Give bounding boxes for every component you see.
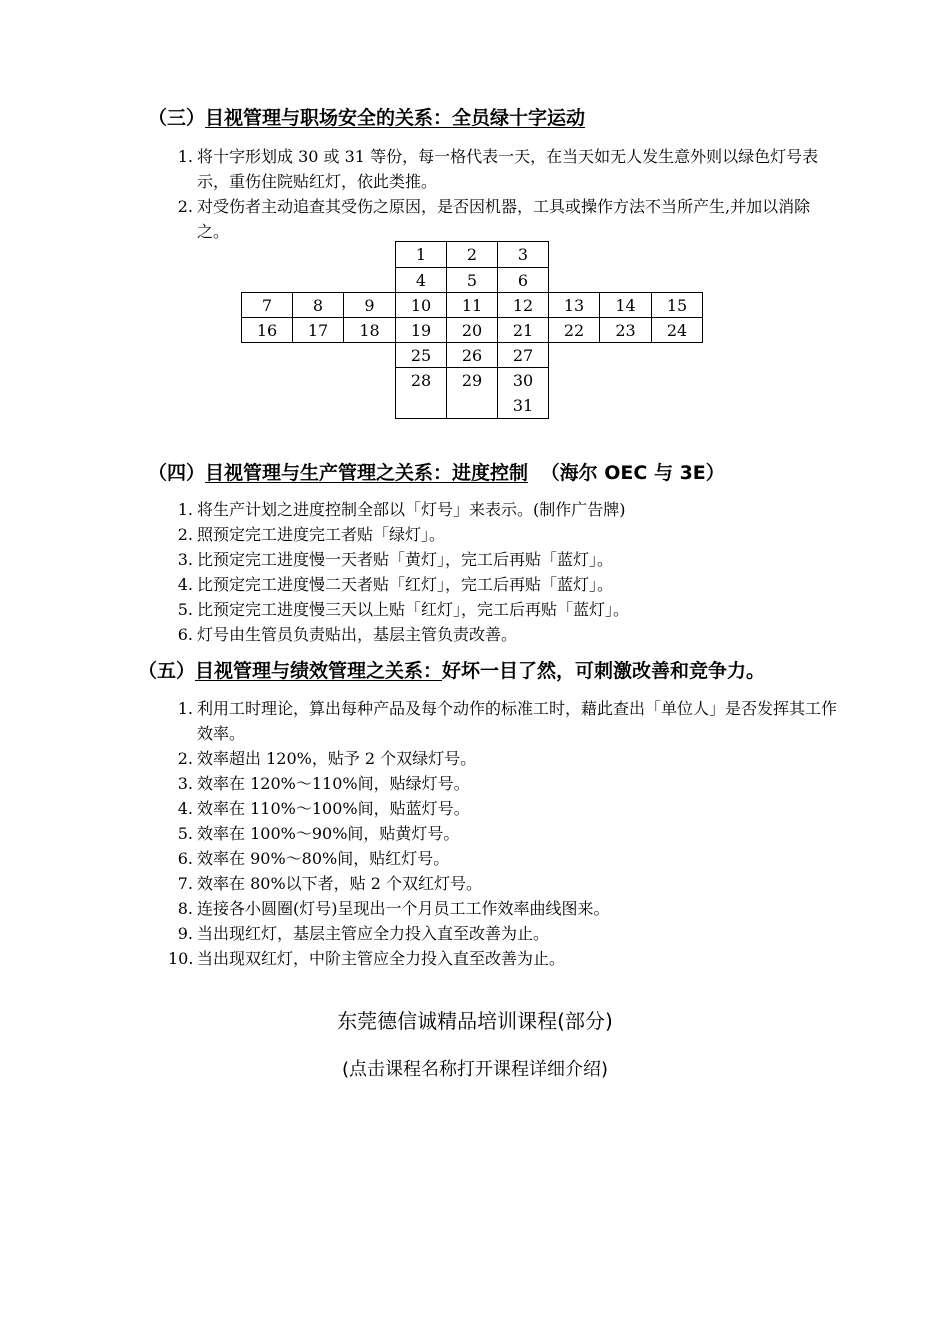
grid-cell: 30 31 xyxy=(497,367,549,419)
list-item: 2. 对受伤者主动追查其受伤之原因，是否因机器，工具或操作方法不当所产生,并加以消除之。 xyxy=(177,197,811,241)
grid-cell-extra: 31 xyxy=(512,396,534,415)
list-item: 1. 将十字形划成 30 或 31 等份，每一格代表一天，在当天如无人发生意外则以绿色灯号表示，重伤住院贴红灯，依此类推。 xyxy=(177,147,819,191)
grid-cell: 3 xyxy=(497,241,549,268)
list-item: 5. 效率在 100%～90%间，贴黄灯号。 xyxy=(177,824,460,843)
section3-list xyxy=(173,144,833,244)
section4-title: 目视管理与生产管理之关系：进度控制 xyxy=(205,462,529,484)
section5-prefix: （五） xyxy=(138,660,196,682)
grid-cell: 17 xyxy=(292,317,344,343)
grid-cell: 7 xyxy=(241,292,293,318)
section4-prefix: （四） xyxy=(148,462,206,484)
list-item: 7. 效率在 80%以下者，贴 2 个双红灯号。 xyxy=(177,874,483,893)
grid-cell: 21 xyxy=(497,317,549,343)
section4-heading xyxy=(148,460,725,486)
list-item: 1. 利用工时理论，算出每种产品及每个动作的标准工时，藉此查出「单位人」是否发挥其工作效率。 xyxy=(177,699,838,743)
grid-cell: 29 xyxy=(446,367,498,419)
grid-cell: 19 xyxy=(395,317,447,343)
section3-prefix: （三） xyxy=(148,107,206,129)
grid-cell: 18 xyxy=(343,317,396,343)
section3-heading xyxy=(148,105,585,131)
grid-cell: 27 xyxy=(497,342,549,368)
list-item: 4. 效率在 110%～100%间，贴蓝灯号。 xyxy=(177,799,470,818)
list-item: 8. 连接各小圆圈(灯号)呈现出一个月员工工作效率曲线图来。 xyxy=(177,899,610,918)
grid-cell: 15 xyxy=(651,292,703,318)
grid-cell: 13 xyxy=(548,292,600,318)
grid-cell: 22 xyxy=(548,317,600,343)
grid-cell: 23 xyxy=(599,317,652,343)
list-item: 1. 将生产计划之进度控制全部以「灯号」来表示。(制作广告牌) xyxy=(177,500,626,519)
list-item: 2. 效率超出 120%，贴予 2 个双绿灯号。 xyxy=(177,749,477,768)
grid-cell: 26 xyxy=(446,342,498,368)
section5-list xyxy=(168,696,848,971)
list-item: 4. 比预定完工进度慢二天者贴「红灯」，完工后再贴「蓝灯」。 xyxy=(177,575,614,594)
grid-cell: 14 xyxy=(599,292,652,318)
list-item: 6. 灯号由生管员负责贴出，基层主管负责改善。 xyxy=(177,625,518,644)
footer-subtitle[interactable]: (点击课程名称打开课程详细介绍) xyxy=(341,1059,609,1080)
grid-cell: 16 xyxy=(241,317,293,343)
grid-cell: 4 xyxy=(395,267,447,293)
green-cross-grid xyxy=(241,241,703,419)
section4-list xyxy=(173,497,833,647)
grid-cell: 1 xyxy=(395,241,447,268)
footer-title: 东莞德信诚精品培训课程(部分) xyxy=(337,1009,613,1033)
section5-heading xyxy=(138,658,765,684)
grid-cell: 10 xyxy=(395,292,447,318)
grid-cell: 28 xyxy=(395,367,447,419)
list-item: 6. 效率在 90%～80%间，贴红灯号。 xyxy=(177,849,450,868)
section4-suffix: （海尔 OEC 与 3E） xyxy=(540,462,725,484)
grid-cell: 20 xyxy=(446,317,498,343)
grid-cell: 8 xyxy=(292,292,344,318)
grid-cell: 2 xyxy=(446,241,498,268)
grid-cell: 6 xyxy=(497,267,549,293)
list-item: 3. 效率在 120%～110%间，贴绿灯号。 xyxy=(177,774,470,793)
list-item: 9. 当出现红灯，基层主管应全力投入直至改善为止。 xyxy=(177,924,550,943)
section3-title: 目视管理与职场安全的关系：全员绿十字运动 xyxy=(205,107,586,129)
list-item: 3. 比预定完工进度慢一天者贴「黄灯」，完工后再贴「蓝灯」。 xyxy=(177,550,614,569)
grid-cell: 5 xyxy=(446,267,498,293)
grid-cell: 25 xyxy=(395,342,447,368)
section5-title: 目视管理与绩效管理之关系： xyxy=(195,660,443,682)
section5-suffix: 好坏一目了然，可刺激改善和竞争力。 xyxy=(442,660,766,682)
list-item: 2. 照预定完工进度完工者贴「绿灯」。 xyxy=(177,525,446,544)
grid-cell: 12 xyxy=(497,292,549,318)
list-item: 10. 当出现双红灯，中阶主管应全力投入直至改善为止。 xyxy=(168,949,566,968)
list-item: 5. 比预定完工进度慢三天以上贴「红灯」，完工后再贴「蓝灯」。 xyxy=(177,600,630,619)
grid-cell: 11 xyxy=(446,292,498,318)
grid-cell: 9 xyxy=(343,292,396,318)
grid-cell: 24 xyxy=(651,317,703,343)
